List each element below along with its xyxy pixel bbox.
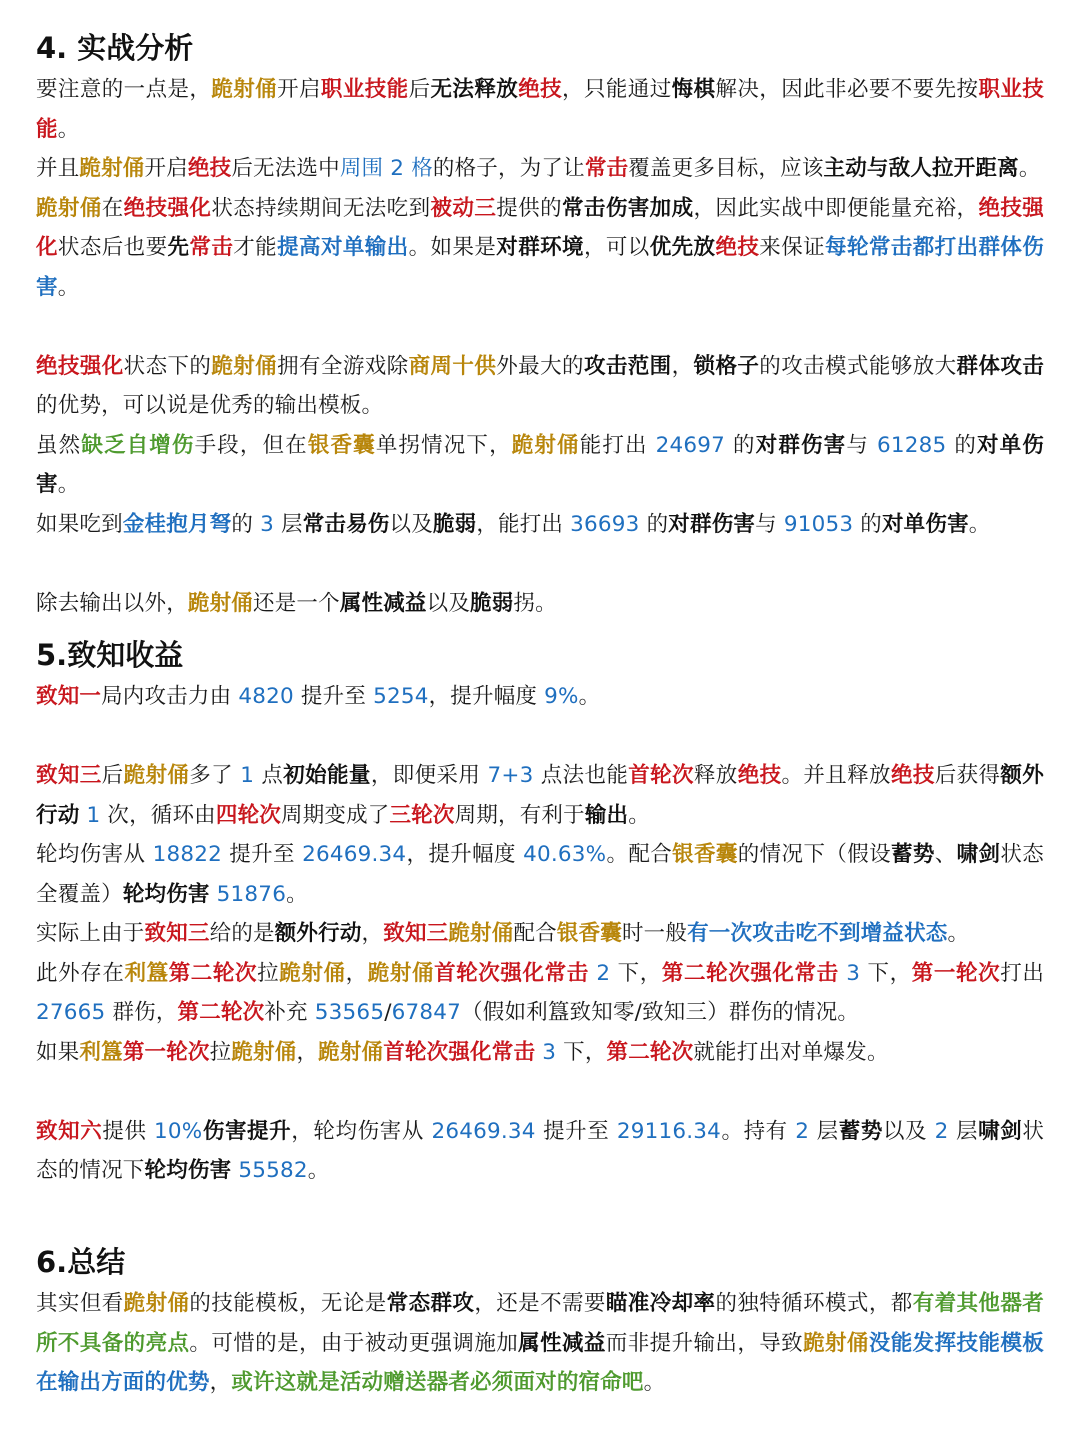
text-run: 。持有	[721, 1118, 796, 1144]
bold-text: 额外行动	[274, 921, 362, 946]
text-run: 手段，但在	[194, 432, 308, 458]
highlight-gold: 跪射俑	[211, 77, 278, 102]
text-run: 此外存在	[36, 960, 125, 986]
text-run: 后	[408, 77, 431, 102]
bold-text: 输出	[584, 802, 629, 828]
highlight-gold: 跪射俑	[367, 960, 435, 986]
highlight-red: 绝技强化	[36, 353, 124, 379]
highlight-red: 第二轮次	[168, 960, 258, 986]
text-run: 单拐情况下，	[375, 432, 512, 458]
text-run: 提升至	[293, 684, 374, 709]
highlight-red: 致知三	[383, 921, 449, 946]
text-run: 如果	[36, 1039, 80, 1065]
text-run: 的独特循环模式，都	[715, 1291, 913, 1316]
text-run: 拥有全游戏除	[277, 353, 409, 379]
text-run: ，即便采用	[370, 763, 488, 788]
number-value: 周围 2 格	[339, 156, 433, 181]
highlight-gold: 跪射俑	[211, 353, 278, 379]
number-value: 2	[795, 1118, 810, 1144]
paragraph	[36, 954, 1044, 1033]
text-run: ，因此实战中即便能量充裕，	[693, 195, 979, 221]
text-run: 时一般	[621, 921, 688, 946]
bold-text: 常态群攻	[386, 1291, 475, 1316]
highlight-gold: 跪射俑	[187, 590, 254, 616]
text-run: 的	[725, 432, 756, 458]
highlight-red: 绝技	[715, 235, 760, 260]
number-value: 91053	[783, 511, 854, 537]
highlight-gold: 银香囊	[307, 432, 376, 458]
text-run: 状态全覆盖）	[36, 842, 1044, 907]
bold-text: 对群伤害	[668, 511, 756, 537]
number-value: 55582	[238, 1158, 308, 1183]
text-run: /	[384, 1000, 392, 1025]
text-run: 开启	[144, 156, 188, 181]
text-run: 。	[643, 1370, 666, 1395]
highlight-red: 致知三	[144, 921, 210, 946]
highlight-red: 第二轮次强化常击	[661, 960, 839, 986]
text-run: 覆盖更多目标，应该	[628, 156, 824, 181]
text-run: 以及	[882, 1118, 935, 1144]
paragraph	[36, 1033, 1044, 1073]
highlight-blue: 没能发挥技能模板在输出方面的优势	[36, 1330, 1044, 1395]
highlight-green: 缺乏自增伤	[81, 432, 195, 458]
number-value: 40.63%	[523, 842, 607, 867]
bold-text: 对群伤害	[755, 432, 847, 458]
text-run: 虽然	[36, 432, 82, 458]
paragraph	[36, 756, 1044, 835]
text-run: 点	[254, 763, 284, 788]
highlight-gold: 跪射俑	[79, 156, 145, 181]
highlight-red: 常击	[584, 156, 629, 181]
text-run: 层	[273, 511, 303, 537]
number-value: 1	[86, 802, 101, 828]
text-run: 要注意的一点是，	[36, 77, 212, 102]
highlight-red: 绝技	[518, 77, 563, 102]
number-value: 1	[240, 763, 255, 788]
paragraph	[36, 1112, 1044, 1191]
bold-text: 脆弱	[432, 511, 477, 537]
text-run: 的	[946, 432, 977, 458]
highlight-red: 绝技强化	[36, 195, 1044, 260]
text-run: 。	[57, 472, 80, 497]
highlight-green: 有着其他器者所不具备的亮点	[36, 1291, 1044, 1356]
number-value: 53565	[314, 1000, 385, 1025]
bold-text: 常击伤害加成	[562, 195, 694, 221]
text-run: 与	[846, 432, 877, 458]
highlight-red: 第二轮次	[606, 1039, 694, 1065]
text-run: 状态持续期间无法吃到	[211, 195, 431, 221]
bold-text: 先	[167, 235, 190, 260]
highlight-gold: 利簋	[124, 960, 169, 986]
highlight-red: 绝技	[890, 763, 935, 788]
highlight-red: 第一轮次	[911, 960, 1001, 986]
text-run: 。	[578, 684, 601, 709]
text-run: 拉	[209, 1039, 232, 1065]
text-run: 后	[101, 763, 124, 788]
paragraph	[36, 70, 1044, 149]
highlight-green: 或许这就是活动赠送器者必须面对的宿命吧	[231, 1370, 644, 1395]
text-run	[210, 882, 217, 907]
text-run: 下，	[610, 960, 662, 986]
highlight-red: 首轮次	[628, 763, 694, 788]
bold-text: 轮均伤害	[122, 881, 210, 907]
highlight-red: 第二轮次	[177, 1000, 265, 1025]
text-run: ，	[296, 1039, 319, 1065]
text-run: ，还是不需要	[474, 1291, 606, 1316]
highlight-blue: 有一次攻击吃不到增益状态	[687, 921, 948, 946]
number-value: 24697	[655, 432, 726, 458]
text-run: 其实但看	[36, 1291, 124, 1316]
text-run: 的攻击模式能够放大	[759, 353, 957, 379]
bold-text: 轮均伤害	[144, 1158, 232, 1183]
text-run: 拉	[257, 960, 280, 986]
highlight-gold: 跪射俑	[318, 1039, 384, 1065]
text-run: 以及	[426, 590, 471, 616]
number-value: 36693	[570, 511, 640, 537]
text-run: 多了	[189, 763, 241, 788]
text-run: 在	[101, 195, 124, 221]
paragraph	[36, 914, 1044, 954]
text-run: 轮均伤害从	[36, 842, 153, 867]
text-run: 下，	[860, 960, 912, 986]
paragraph	[36, 347, 1044, 426]
text-run: 补充	[264, 1000, 315, 1025]
text-run: 状态的情况下	[36, 1118, 1045, 1183]
text-run: 状态后也要	[57, 235, 168, 260]
highlight-red: 常击	[189, 235, 234, 260]
bold-text: 属性减益	[518, 1330, 606, 1356]
highlight-gold: 银香囊	[672, 842, 738, 867]
bold-text: 优先放	[649, 235, 716, 260]
highlight-red: 绝技强化	[123, 195, 212, 221]
text-run: 后获得	[934, 763, 1001, 788]
text-run: 提供	[102, 1118, 155, 1144]
number-value: 26469.34	[302, 842, 407, 867]
section-heading: 5.致知收益	[36, 638, 184, 672]
text-run: ，	[361, 921, 384, 946]
highlight-red: 绝技	[187, 156, 232, 181]
bold-text: 额外行动	[36, 763, 1044, 828]
number-value: 5254	[373, 684, 429, 709]
number-value: 9%	[544, 684, 579, 709]
paragraph	[36, 149, 1044, 189]
number-value: 27665	[36, 1000, 106, 1025]
text-run: 。并且释放	[781, 763, 891, 788]
paragraph	[36, 189, 1044, 308]
highlight-gold: 跪射俑	[231, 1039, 297, 1065]
text-run: 能打出	[579, 432, 656, 458]
text-run: 开启	[277, 77, 321, 102]
text-run: 局内攻击力由	[101, 684, 239, 709]
text-run: 、	[934, 842, 957, 867]
bold-text: 主动与敌人拉开距离	[823, 156, 1019, 181]
section-heading: 6.总结	[36, 1245, 126, 1279]
bold-text: 无法释放	[430, 77, 519, 102]
text-run: 解决，因此非必要不要先按	[715, 77, 979, 102]
text-run: 状态下的	[123, 353, 212, 379]
paragraph-spacer	[36, 307, 1044, 347]
text-run: 周期变成了	[281, 802, 390, 828]
number-value: 67847	[391, 1000, 462, 1025]
text-run: ，可以	[583, 235, 650, 260]
number-value: 29116.34	[616, 1118, 722, 1144]
text-run: 配合	[513, 921, 557, 946]
number-value: 51876	[216, 881, 287, 907]
text-run: 如果吃到	[36, 511, 123, 537]
number-value: 2	[934, 1118, 949, 1144]
text-run: 而非提升输出，导致	[605, 1330, 804, 1356]
text-run: 。	[307, 1158, 330, 1183]
highlight-red: 致知一	[36, 684, 102, 709]
highlight-red: 被动三	[430, 195, 497, 221]
highlight-gold: 利簋	[79, 1039, 123, 1065]
paragraph	[36, 584, 1044, 624]
highlight-gold: 跪射俑	[448, 921, 514, 946]
number-value: 7+3	[487, 763, 534, 788]
text-run: 后无法选中	[231, 156, 340, 181]
text-run: 的优势，可以说是优秀的输出模板。	[36, 393, 384, 418]
text-run: 打出	[1000, 960, 1045, 986]
text-run: 。	[947, 921, 970, 946]
number-value: 3	[846, 960, 861, 986]
text-run: 。配合	[606, 842, 673, 867]
bold-text: 啸剑	[978, 1118, 1023, 1144]
highlight-red: 职业技能	[320, 77, 409, 102]
text-run: 就能打出对单爆发。	[693, 1039, 889, 1065]
bold-text: 伤害提升	[202, 1118, 292, 1144]
text-run: 。	[286, 881, 308, 907]
number-value: 18822	[152, 842, 223, 867]
text-run: 。	[968, 511, 991, 537]
number-value: 26469.34	[431, 1118, 536, 1144]
number-value: 3	[542, 1039, 557, 1065]
text-run: 外最大的	[496, 353, 584, 379]
text-run: 。	[57, 274, 80, 300]
bold-text: 属性减益	[339, 590, 427, 616]
text-run: 的	[853, 511, 882, 537]
highlight-red: 致知三	[36, 763, 102, 788]
text-run: 提升至	[222, 842, 303, 867]
bold-text: 蓄势	[890, 842, 935, 867]
text-run: 除去输出以外，	[36, 590, 188, 616]
highlight-gold: 银香囊	[556, 921, 622, 946]
highlight-gold: 商周十供	[408, 353, 497, 379]
text-run: 与	[755, 511, 784, 537]
bold-text: 对群环境	[496, 235, 584, 260]
text-run: ，	[671, 353, 694, 379]
text-run: 群伤，	[105, 1000, 178, 1025]
text-run: 来保证	[759, 235, 826, 260]
highlight-blue: 提高对单输出	[277, 235, 409, 260]
highlight-red: 第一轮次	[122, 1039, 210, 1065]
text-run: 。可惜的是，由于被动更强调施加	[189, 1330, 519, 1356]
text-run: 释放	[693, 763, 738, 788]
text-run: 。	[1018, 156, 1041, 181]
highlight-red: 绝技	[737, 763, 782, 788]
paragraph-spacer	[36, 1072, 1044, 1112]
bold-text: 蓄势	[838, 1118, 883, 1144]
text-run: 的	[639, 511, 669, 537]
bold-text: 瞄准冷却率	[605, 1291, 716, 1316]
text-run: 下，	[556, 1039, 607, 1065]
highlight-gold: 跪射俑	[511, 432, 580, 458]
number-value: 3	[260, 511, 274, 537]
text-run: 。如果是	[408, 235, 497, 260]
bold-text: 锁格子	[693, 353, 760, 379]
text-run: 提升至	[535, 1118, 617, 1144]
text-run: 层	[809, 1118, 839, 1144]
paragraph	[36, 1284, 1044, 1403]
text-run: ，	[209, 1370, 232, 1395]
highlight-red: 首轮次强化常击	[383, 1039, 536, 1065]
text-run: ，	[345, 960, 368, 986]
text-run: ，只能通过	[562, 77, 672, 102]
bold-text: 常击易伤	[302, 511, 390, 537]
text-run: 层	[948, 1118, 979, 1144]
text-run: 还是一个	[253, 590, 340, 616]
text-run: 并且	[36, 156, 80, 181]
highlight-gold: 跪射俑	[803, 1330, 869, 1356]
paragraph	[36, 505, 1044, 545]
text-run: 的	[231, 511, 261, 537]
highlight-red: 三轮次	[389, 802, 455, 828]
highlight-red: 四轮次	[215, 802, 281, 828]
bold-text: 对单伤害	[881, 511, 969, 537]
text-run: ，能打出	[476, 511, 571, 537]
paragraph-spacer	[36, 1191, 1044, 1231]
highlight-red: 职业技能	[36, 77, 1045, 142]
text-run: （假如利簋致知零/致知三）群伤的情况。	[461, 1000, 860, 1025]
text-run: ，提升幅度	[428, 684, 545, 709]
text-run: 周期，有利于	[454, 802, 585, 828]
text-run: 提供的	[496, 195, 563, 221]
bold-text: 悔棋	[671, 77, 716, 102]
paragraph-spacer	[36, 717, 1044, 757]
highlight-gold: 跪射俑	[123, 763, 190, 788]
text-run: ，提升幅度	[406, 842, 524, 867]
number-value: 2	[596, 960, 611, 986]
bold-text: 脆弱	[470, 590, 514, 616]
text-run: 。	[57, 116, 80, 142]
text-run: 才能	[233, 235, 278, 260]
bold-text: 对单伤害	[36, 432, 1045, 497]
text-run: 实际上由于	[36, 921, 145, 946]
highlight-blue: 金桂抱月弩	[122, 511, 232, 537]
text-run: 给的是	[209, 921, 275, 946]
text-run: ，轮均伤害从	[291, 1118, 432, 1144]
highlight-blue: 每轮常击都打出群体伤害	[36, 235, 1044, 300]
bold-text: 攻击范围	[583, 353, 672, 379]
text-run: 的情况下（假设	[737, 842, 891, 867]
bold-text: 啸剑	[956, 842, 1001, 867]
paragraph	[36, 426, 1044, 505]
text-run: 的格子，为了让	[432, 156, 585, 181]
number-value: 61285	[876, 432, 947, 458]
highlight-red: 首轮次强化常击	[434, 960, 589, 986]
section-heading: 4. 实战分析	[36, 31, 194, 65]
highlight-red: 致知六	[36, 1118, 103, 1144]
bold-text: 初始能量	[283, 763, 371, 788]
text-run: 。	[628, 802, 650, 828]
text-run: 点法也能	[533, 763, 629, 788]
paragraph	[36, 677, 1044, 717]
text-run: 以及	[389, 511, 433, 537]
text-run: 拐。	[513, 590, 557, 616]
number-value: 4820	[238, 684, 294, 709]
text-run: 次，循环由	[100, 802, 216, 828]
number-value: 10%	[154, 1118, 203, 1144]
highlight-gold: 跪射俑	[123, 1291, 190, 1316]
text-run: 的技能模板，无论是	[189, 1291, 387, 1316]
bold-text: 群体攻击	[956, 353, 1044, 379]
highlight-gold: 跪射俑	[279, 960, 346, 986]
paragraph-spacer	[36, 544, 1044, 584]
paragraph	[36, 835, 1044, 914]
highlight-gold: 跪射俑	[36, 195, 102, 221]
